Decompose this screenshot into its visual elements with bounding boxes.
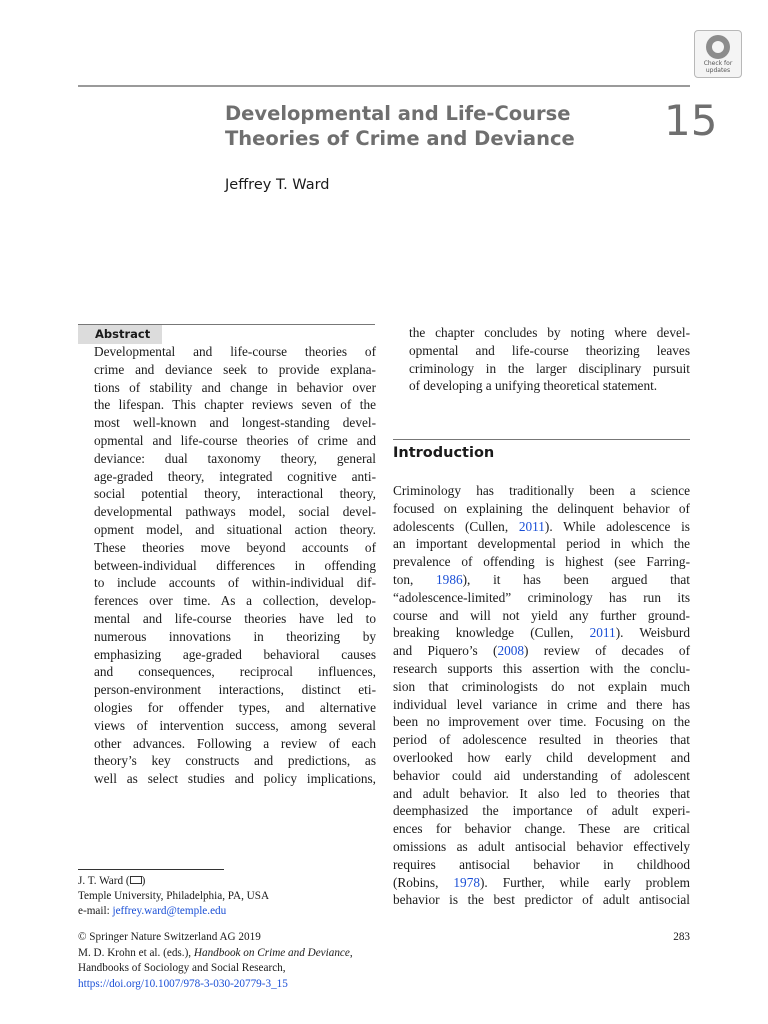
abstract-line: ferences over time. As a collection, develop- [94,593,376,609]
abstract-line: Developmental and life-course theories of [94,344,376,359]
abstract-continued [409,324,690,395]
chapter-number: 15 [664,96,718,145]
body-line: behavior is the best predictor of adult antisocial [393,892,690,908]
abstract-text [94,343,376,788]
body-line: an important developmental period in which the [393,536,690,552]
abstract-line: views of intervention success, among several [94,717,376,733]
abstract-line: tions of stability and change in behavior over [94,379,376,395]
chapter-title [225,101,645,151]
body-line: individual level variance in crime and there has [393,696,690,712]
abstract-line: crime and deviance seek to provide explana- [94,361,376,377]
body-line: course and will not yield any further ground- [393,607,690,623]
abstract-line: opment model, and situational action theory. [94,521,376,537]
doi-link[interactable]: https://doi.org/10.1007/978-3-030-20779-3_15 [78,977,288,990]
abstract-line: numerous innovations in theorizing by [94,628,376,644]
copyright-block [78,930,353,992]
affiliation-name: J. T. Ward ( ) [78,875,146,887]
author-affiliation [78,874,269,919]
body-line: been no improvement over time. Focusing on the [393,714,690,730]
abstract-line: to include accounts of within-individual dif- [94,575,376,591]
abstract-line: and consequences, reciprocal influences, [94,664,376,680]
body-line: (Robins, 1978). Further, while early problem [393,874,690,890]
abstract-line: age-graded theory, integrated cognitive anti- [94,468,376,484]
envelope-icon[interactable] [130,876,142,884]
editors-line: M. D. Krohn et al. (eds.), Handbook on Crime and Deviance, [78,946,353,959]
body-line: overlooked how early child development and [393,749,690,765]
series-line: Handbooks of Sociology and Social Research, [78,962,286,974]
introduction-rule [393,439,690,440]
citation-link[interactable]: 2008 [497,643,525,659]
body-line: period of adolescence resulted in theories that [393,732,690,748]
abstract-line: opmental and life-course theorizing leaves [409,342,690,358]
abstract-line: person-environment interactions, distinct eti- [94,682,376,698]
citation-link[interactable]: 2011 [518,518,545,534]
page-number: 283 [673,931,690,943]
body-line: and Piquero’s (2008) review of decades of [393,643,690,659]
abstract-line: developmental pathways model, social devel- [94,504,376,520]
abstract-line: opmental and life-course theories of crime and [94,432,376,448]
abstract-line: most well-known and longest-standing devel- [94,415,376,431]
abstract-line: of developing a unifying theoretical statement. [409,378,658,394]
book-title: Handbook on Crime and Deviance [193,946,350,959]
citation-link[interactable]: 1978 [453,874,480,890]
abstract-line: These theories move beyond accounts of [94,539,376,555]
abstract-line: mental and life-course theories have led to [94,610,376,626]
abstract-line: the chapter concludes by noting where devel- [409,325,690,340]
body-line: ton, 1986), it has been argued that [393,571,691,587]
email-link[interactable]: jeffrey.ward@temple.edu [112,905,227,917]
body-line: sion that criminologists do not explain much [393,678,690,694]
body-line: research supports this assertion with the conclu- [393,660,690,676]
body-line: behavior could aid understanding of adolescent [393,767,690,783]
introduction-body [393,482,690,909]
body-line: and adult behavior. It also led to theories that [393,785,690,801]
body-line: “adolescence-limited” criminology has run its [393,589,690,605]
body-line: ences for behavior change. These are critical [393,821,690,837]
abstract-line: the lifespan. This chapter reviews seven of the [94,397,376,413]
body-line: omissions as adult antisocial behavior effectively [393,838,690,854]
body-line: focused on explaining the delinquent behavior of [393,500,690,516]
citation-link[interactable]: 2011 [589,625,616,641]
body-line: requires antisocial behavior in childhood [393,856,690,872]
abstract-line: between-individual differences in offending [94,557,376,573]
abstract-line: deviance: dual taxonomy theory, general [94,450,376,466]
check-for-updates-badge[interactable] [694,30,742,78]
body-line: Criminology has traditionally been a science [393,483,690,498]
badge-label: Check for updates [703,60,733,74]
citation-link[interactable]: 1986 [436,571,463,587]
abstract-line: well as select studies and policy implications, [94,771,376,787]
title-line-2: Theories of Crime and Deviance [225,127,575,150]
footnote-rule [78,869,224,870]
abstract-line: criminology in the larger disciplinary pursuit [409,360,690,376]
abstract-line: emphasizing age-graded behavioral causes [94,646,376,662]
abstract-line: social potential theory, interactional theory, [94,486,376,502]
affiliation-email: e-mail: jeffrey.ward@temple.edu [78,905,227,917]
copyright-line: © Springer Nature Switzerland AG 2019 [78,931,261,943]
doi-line [78,977,353,993]
body-line: adolescents (Cullen, 2011). While adolescence is [393,518,690,534]
abstract-line: theory’s key constructs and predictions, as [94,753,376,769]
author-name: Jeffrey T. Ward [225,177,330,193]
updates-icon [706,35,730,59]
abstract-line: other advances. Following a review of each [94,735,376,751]
introduction-heading: Introduction [393,445,495,461]
abstract-line: ologies for offender types, and alternative [94,699,376,715]
body-line: deemphasized the importance of adult experi- [393,803,690,819]
header-rule [78,85,690,87]
body-line: prevalence of offending is highest (see Farring- [393,554,690,570]
title-line-1: Developmental and Life-Course [225,102,571,125]
affiliation-institution: Temple University, Philadelphia, PA, USA [78,890,270,902]
body-line: breaking knowledge (Cullen, 2011). Weisburd [393,625,690,641]
abstract-label: Abstract [78,325,162,344]
